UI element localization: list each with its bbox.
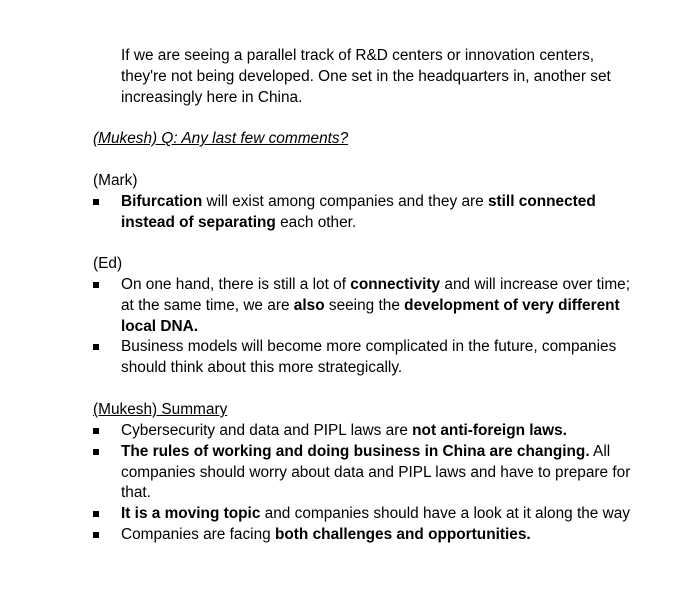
bullet-icon bbox=[93, 282, 99, 288]
summary-heading: (Mukesh) Summary bbox=[93, 401, 228, 418]
bullet-icon bbox=[93, 199, 99, 205]
intro-line-2: they're not being developed. One set in the headquarters in, another set bbox=[121, 67, 611, 85]
bullet-icon bbox=[93, 511, 99, 517]
list-item: Bifurcation will exist among companies and they are still connected instead of separating each other. bbox=[93, 192, 663, 234]
list-item: The rules of working and doing business in China are changing. All companies should worry about data and PIPL laws and have to prepare for that. bbox=[93, 442, 663, 504]
question-heading: (Mukesh) Q: Any last few comments? bbox=[93, 130, 349, 147]
bullet-icon bbox=[93, 344, 99, 350]
ed-bullet-list bbox=[93, 275, 663, 379]
mark-speaker-label: (Mark) bbox=[93, 172, 138, 189]
ed-speaker-label: (Ed) bbox=[93, 255, 123, 272]
list-item: On one hand, there is still a lot of connectivity and will increase over time; at the same time, we are also seeing the development of very different local DNA. bbox=[93, 275, 663, 337]
intro-line-1: If we are seeing a parallel track of R&D centers or innovation centers, bbox=[121, 47, 595, 64]
bullet-icon bbox=[93, 428, 99, 434]
bullet-icon bbox=[93, 449, 99, 455]
bullet-icon bbox=[93, 532, 99, 538]
list-item: Business models will become more complicated in the future, companies should think about this more strategically. bbox=[93, 337, 663, 379]
intro-line-3: increasingly here in China. bbox=[121, 88, 303, 106]
mark-bullet-list bbox=[93, 192, 663, 234]
list-item: Cybersecurity and data and PIPL laws are not anti-foreign laws. bbox=[93, 421, 663, 442]
intro-paragraph bbox=[121, 46, 661, 108]
list-item: Companies are facing both challenges and opportunities. bbox=[93, 525, 663, 546]
list-item: It is a moving topic and companies should have a look at it along the way bbox=[93, 504, 663, 525]
summary-bullet-list bbox=[93, 421, 663, 546]
